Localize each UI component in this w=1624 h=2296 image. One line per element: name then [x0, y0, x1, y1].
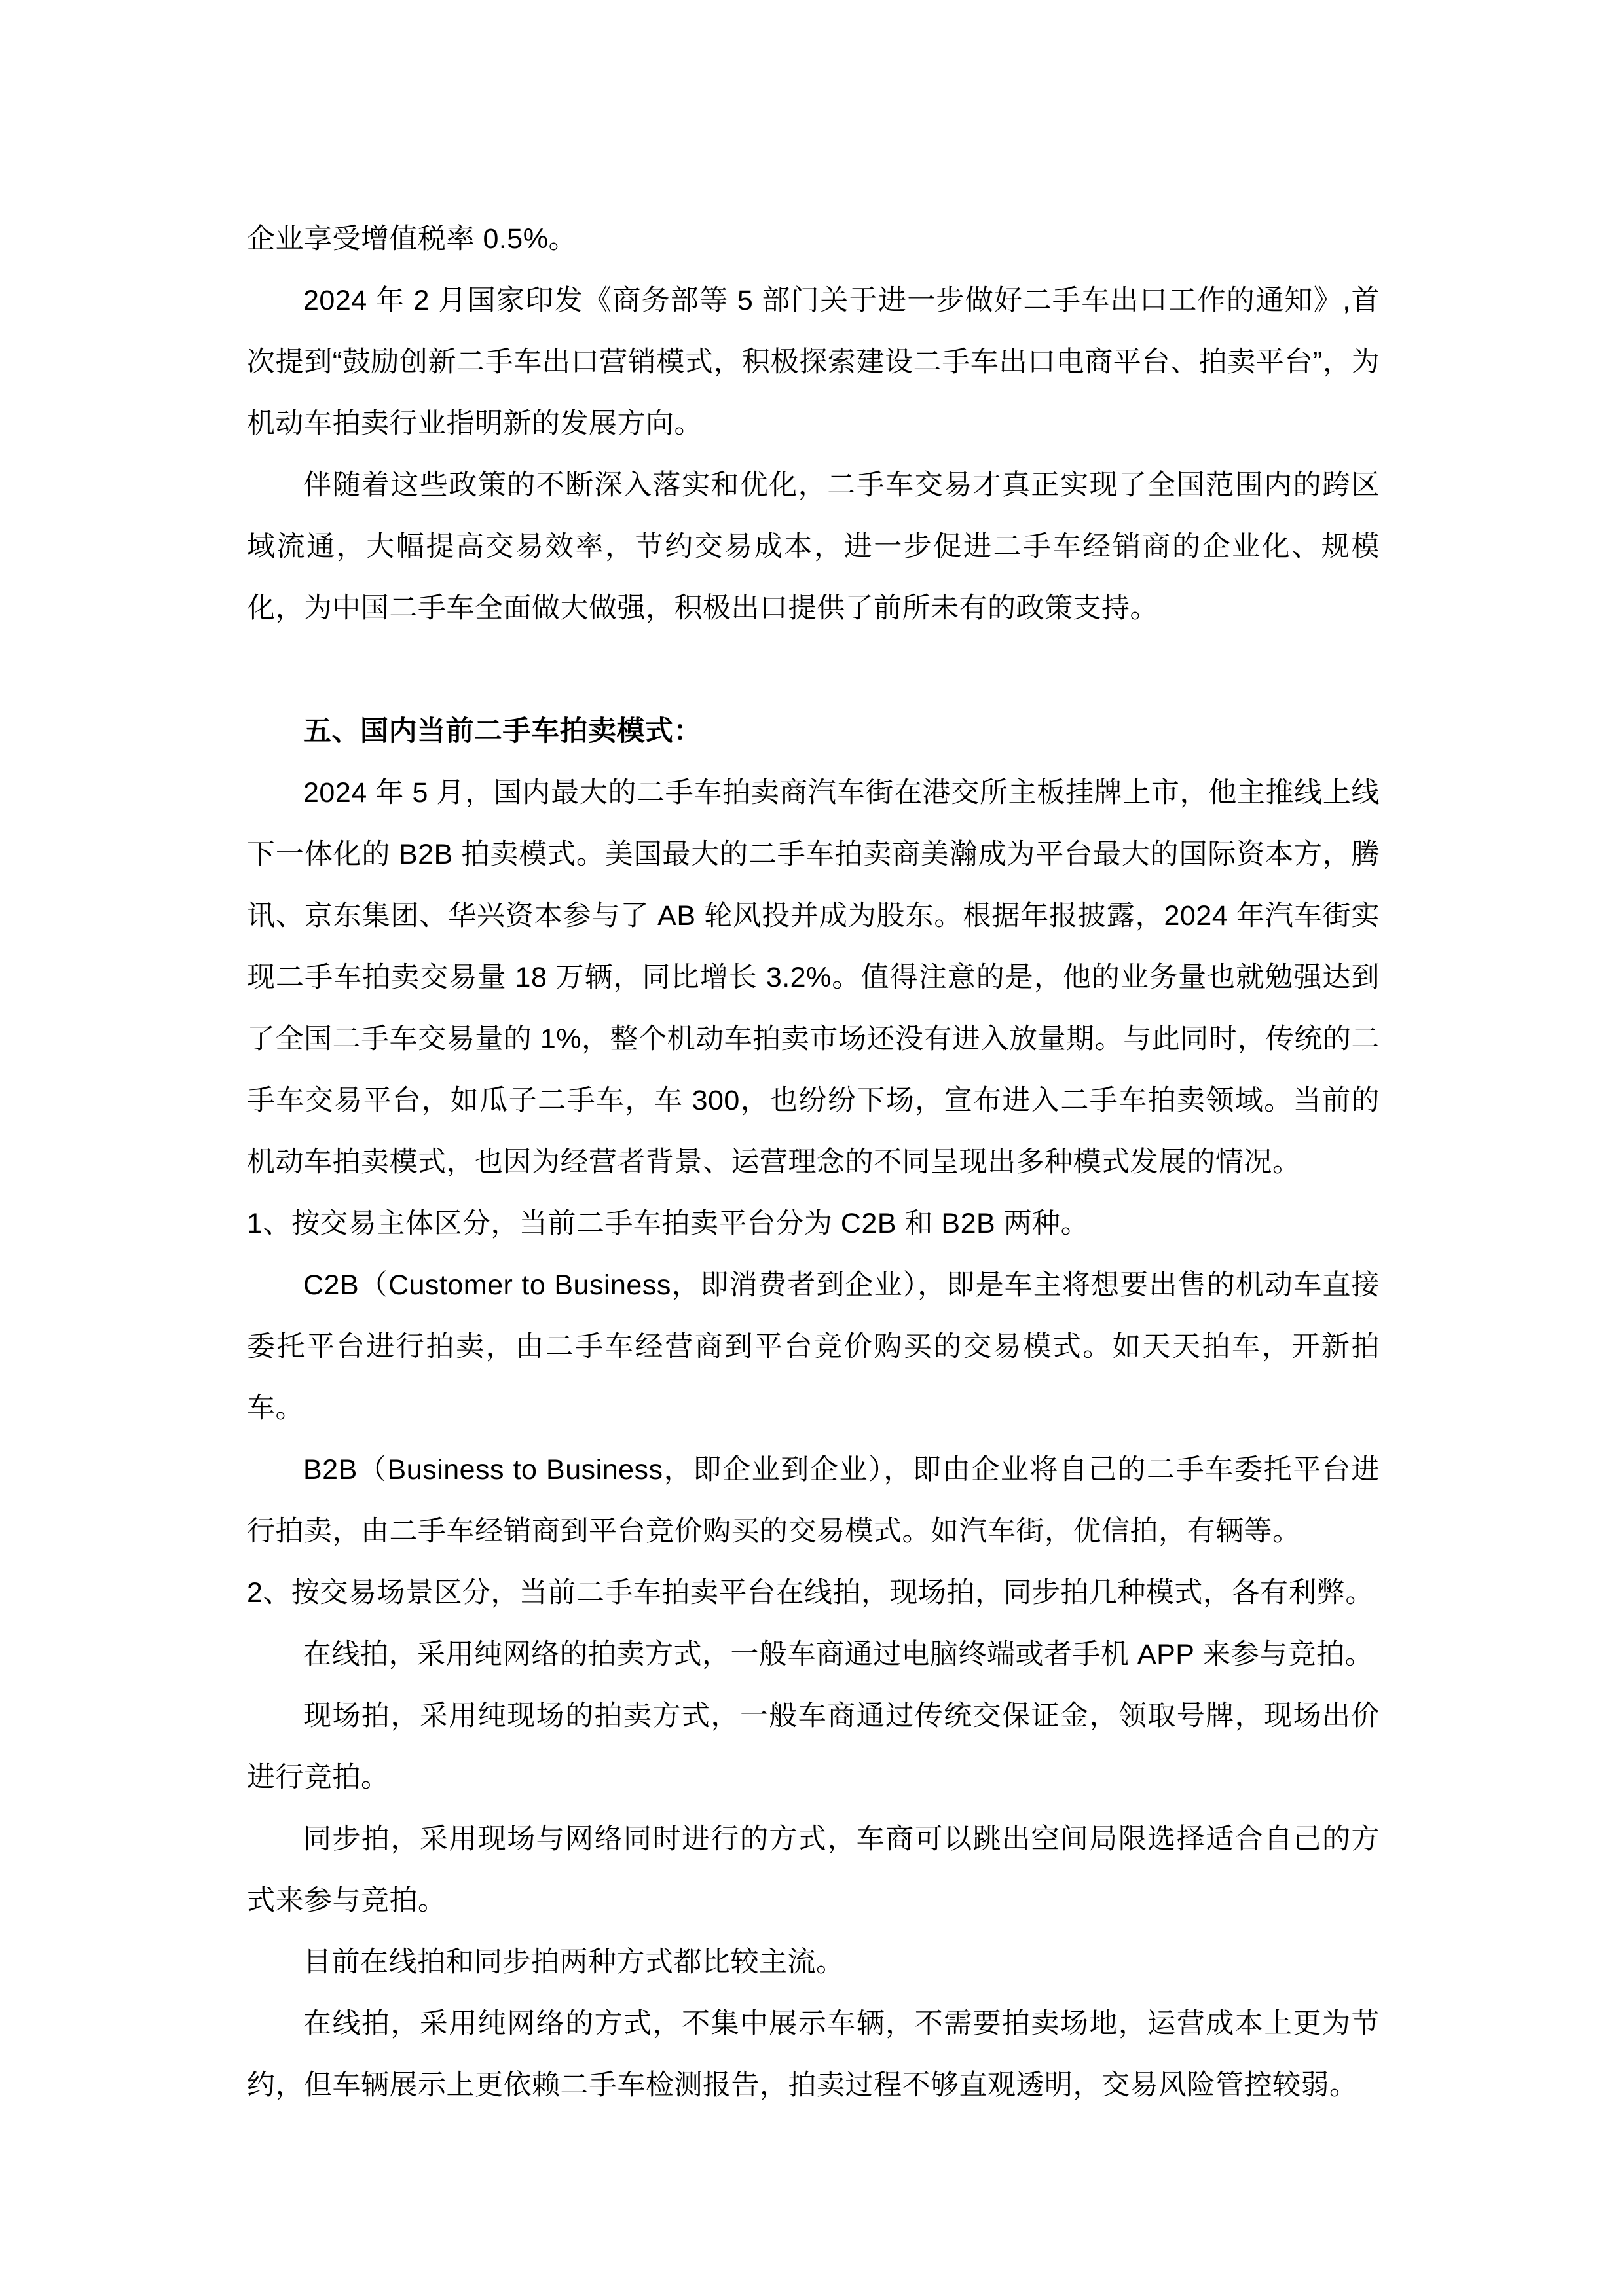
paragraph: 2024 年 2 月国家印发《商务部等 5 部门关于进一步做好二手车出口工作的通知》,首次提到“鼓励创新二手车出口营销模式，积极探索建设二手车出口电商平台、拍卖平台”，为机动车拍卖行业指明新的发展方向。 [247, 285, 1380, 439]
paragraph: 伴随着这些政策的不断深入落实和优化，二手车交易才真正实现了全国范围内的跨区域流通，大幅提高交易效率，节约交易成本，进一步促进二手车经销商的企业化、规模化，为中国二手车全面做大做强，积极出口提供了前所未有的政策支持。 [247, 469, 1380, 624]
paragraph: 1、按交易主体区分，当前二手车拍卖平台分为 C2B 和 B2B 两种。 [247, 1208, 1090, 1239]
paragraph: 同步拍，采用现场与网络同时进行的方式，车商可以跳出空间局限选择适合自己的方式来参与竞拍。 [247, 1823, 1380, 1916]
paragraph: 企业享受增值税率 0.5%。 [247, 223, 577, 255]
paragraph: 2024 年 5 月，国内最大的二手车拍卖商汽车街在港交所主板挂牌上市，他主推线上线下一体化的 B2B 拍卖模式。美国最大的二手车拍卖商美瀚成为平台最大的国际资本方，腾讯、京东集团、华兴资本参与了 AB 轮风投并成为股东。根据年报披露，2024 年汽车街实现二手车拍卖交易量 18 万辆，同比增长 3.2%。值得注意的是，他的业务量也就勉强达到了全国二手车交易量的 1%，整个机动车拍卖市场还没有进入放量期。与此同时，传统的二手车交易平台，如瓜子二手车，车 300，也纷纷下场，宣布进入二手车拍卖领域。当前的机动车拍卖模式，也因为经营者背景、运营理念的不同呈现出多种模式发展的情况。 [247, 777, 1380, 1178]
paragraph: 现场拍，采用纯现场的拍卖方式，一般车商通过传统交保证金，领取号牌，现场出价进行竞拍。 [247, 1700, 1380, 1793]
document-body [247, 208, 1380, 2116]
paragraph: 2、按交易场景区分，当前二手车拍卖平台在线拍，现场拍，同步拍几种模式，各有利弊。 [247, 1577, 1374, 1609]
paragraph: 目前在线拍和同步拍两种方式都比较主流。 [303, 1946, 845, 1978]
section-heading: 五、国内当前二手车拍卖模式： [303, 716, 702, 747]
paragraph-spacer [247, 639, 1380, 701]
paragraph: C2B（Customer to Business，即消费者到企业），即是车主将想要出售的机动车直接委托平台进行拍卖，由二手车经营商到平台竞价购买的交易模式。如天天拍车，开新拍车。 [247, 1269, 1380, 1424]
paragraph: 在线拍，采用纯网络的拍卖方式，一般车商通过电脑终端或者手机 APP 来参与竞拍。 [303, 1639, 1374, 1670]
paragraph: B2B（Business to Business，即企业到企业），即由企业将自己的二手车委托平台进行拍卖，由二手车经销商到平台竞价购买的交易模式。如汽车街，优信拍，有辆等。 [247, 1454, 1380, 1547]
paragraph: 在线拍，采用纯网络的方式，不集中展示车辆，不需要拍卖场地，运营成本上更为节约，但车辆展示上更依赖二手车检测报告，拍卖过程不够直观透明，交易风险管控较弱。 [247, 2008, 1380, 2101]
